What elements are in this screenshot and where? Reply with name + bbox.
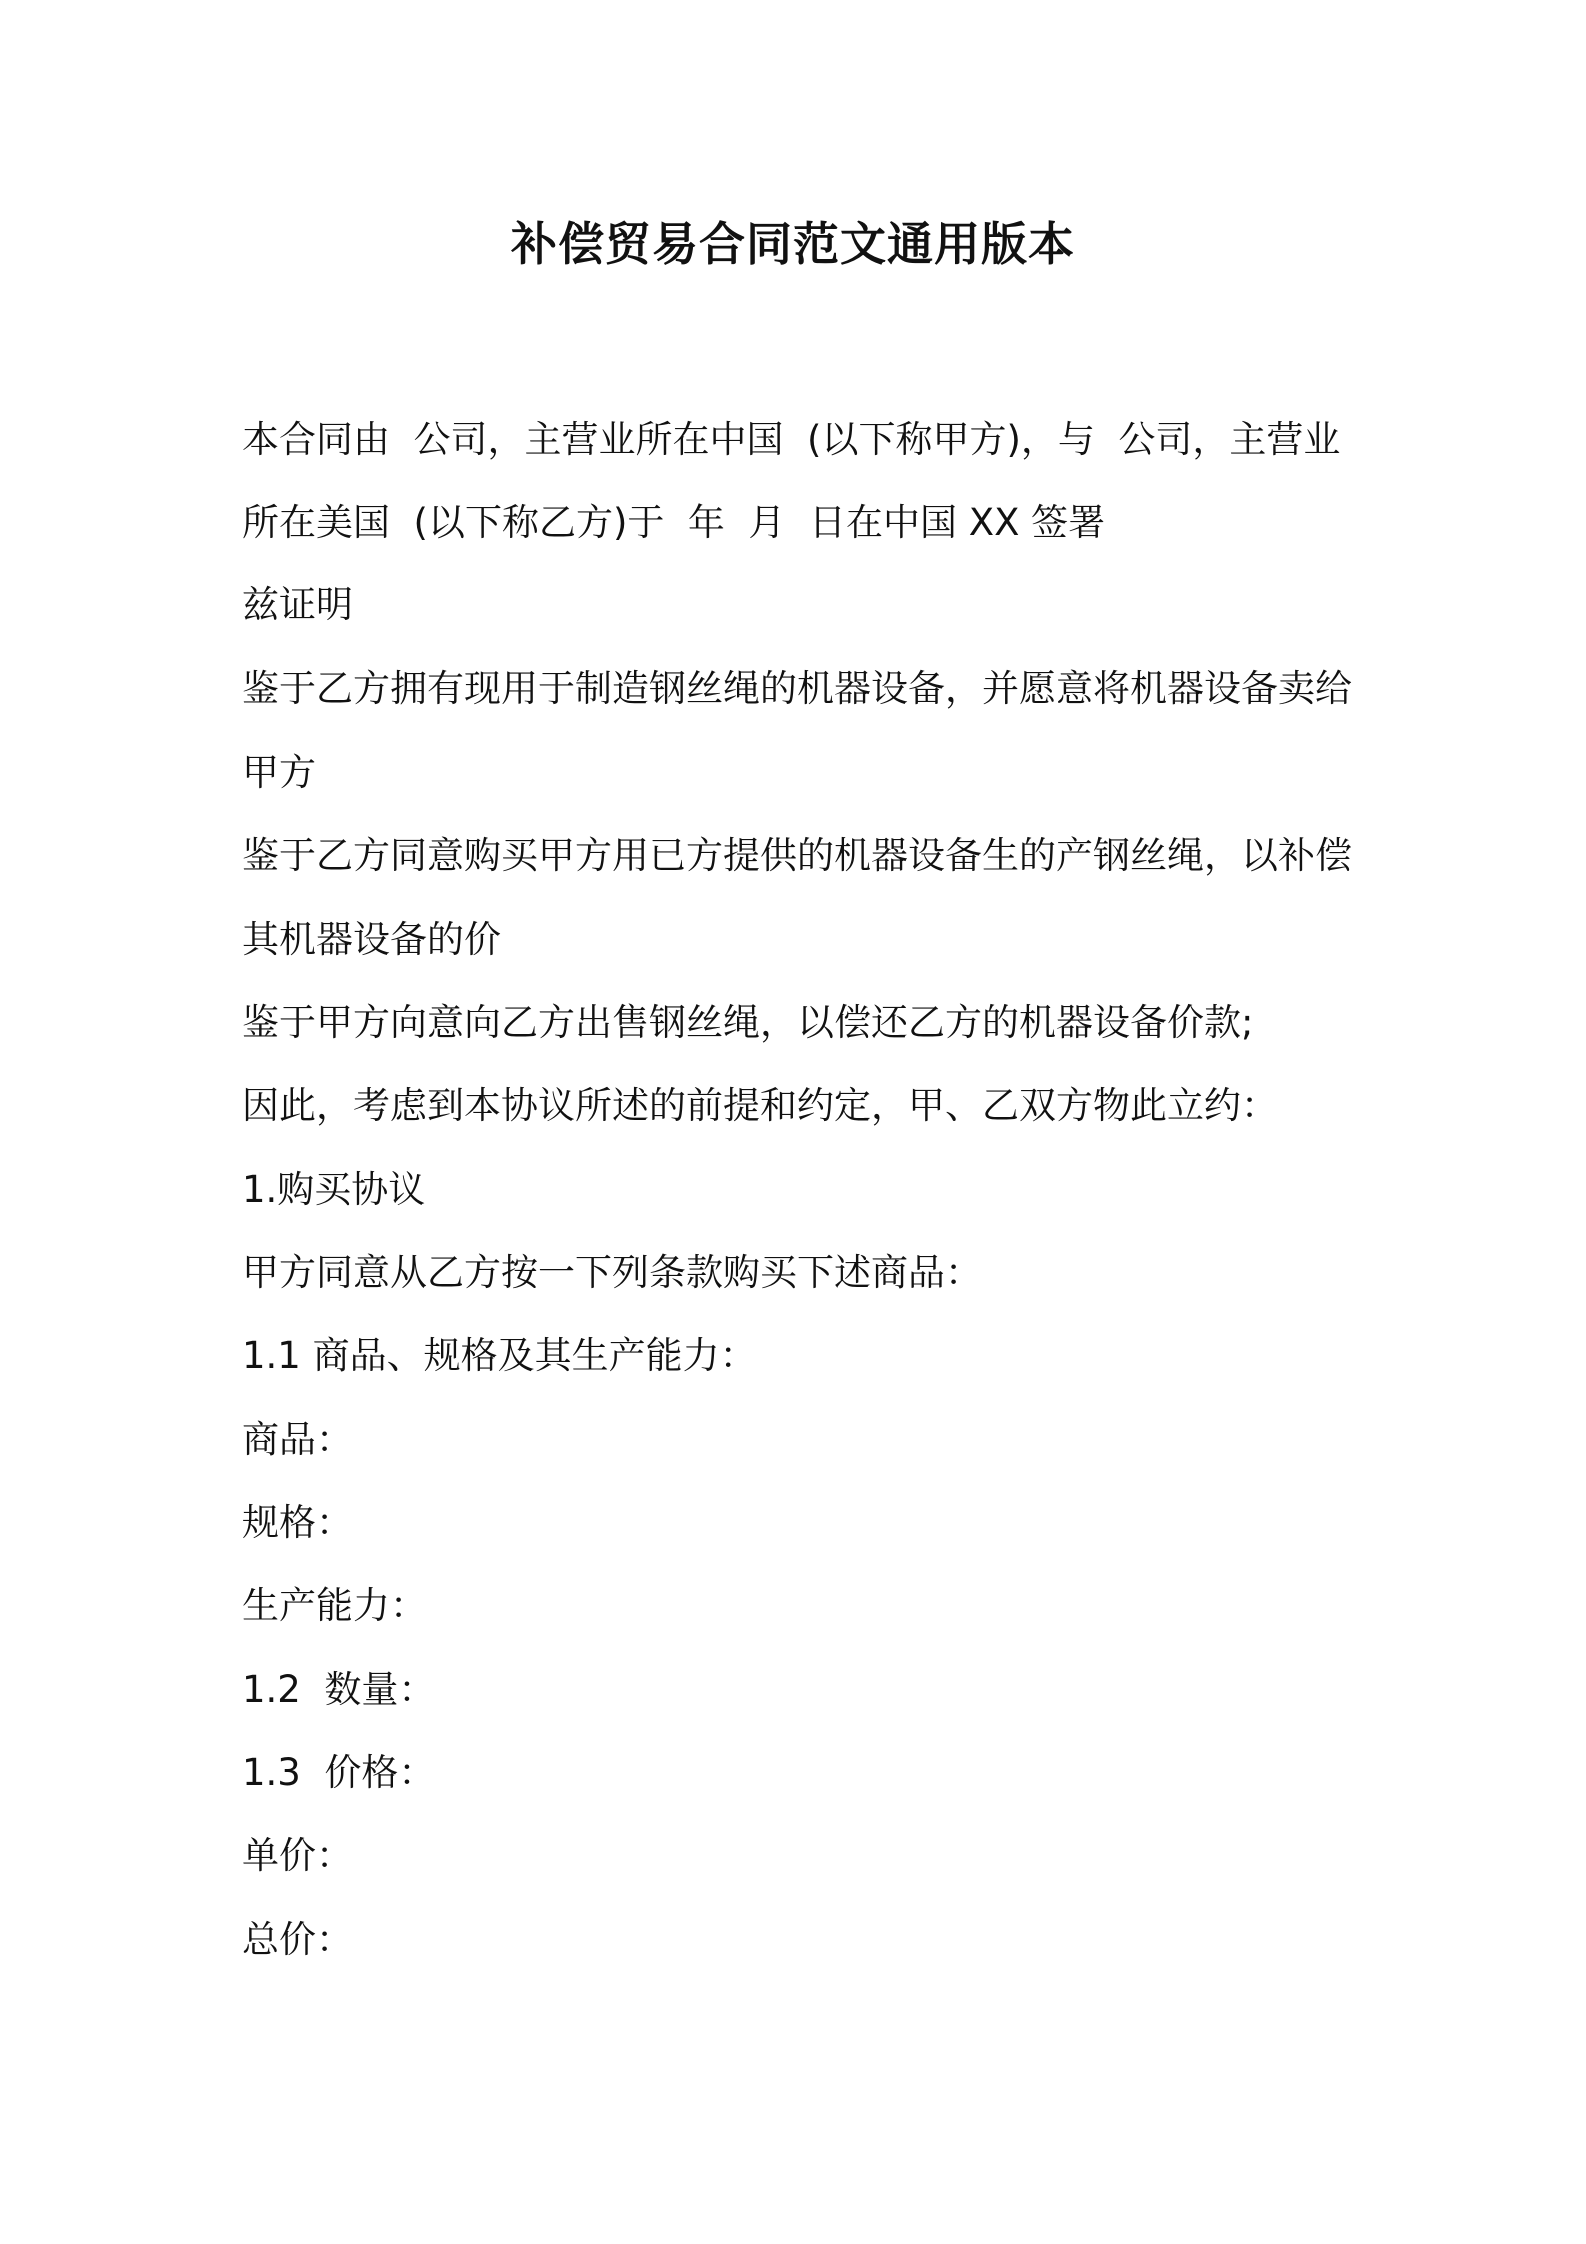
paragraph-line: 鉴于乙方拥有现用于制造钢丝绳的机器设备，并愿意将机器设备卖给	[242, 667, 1352, 710]
paragraph-line: 本合同由 公司，主营业所在中国 (以下称甲方)，与 公司，主营业	[242, 418, 1341, 461]
paragraph-line: 所在美国 (以下称乙方)于 年 月 日在中国 XX 签署	[242, 501, 1106, 544]
document-title: 补偿贸易合同范文通用版本	[511, 217, 1075, 271]
paragraph-line: 鉴于乙方同意购买甲方用已方提供的机器设备生的产钢丝绳，以补偿	[242, 834, 1352, 877]
paragraph-line: 甲方同意从乙方按一下列条款购买下述商品：	[242, 1251, 982, 1294]
section-heading: 1.购买协议	[242, 1168, 426, 1211]
field-label-quantity: 1.2 数量：	[242, 1668, 436, 1711]
field-label-goods: 商品：	[242, 1418, 353, 1461]
paragraph-line: 甲方	[242, 751, 316, 794]
paragraph-line: 兹证明	[242, 583, 353, 626]
field-label-total-price: 总价：	[242, 1918, 353, 1961]
paragraph-line: 其机器设备的价	[242, 918, 501, 961]
paragraph-line: 鉴于甲方向意向乙方出售钢丝绳，以偿还乙方的机器设备价款;	[242, 1001, 1254, 1044]
field-label-specification: 规格：	[242, 1501, 353, 1544]
field-label-capacity: 生产能力：	[242, 1584, 427, 1627]
paragraph-line: 因此，考虑到本协议所述的前提和约定，甲、乙双方物此立约：	[242, 1084, 1278, 1127]
field-label-unit-price: 单价：	[242, 1834, 353, 1877]
subsection-heading: 1.1 商品、规格及其生产能力：	[242, 1334, 757, 1377]
field-label-price: 1.3 价格：	[242, 1751, 436, 1794]
